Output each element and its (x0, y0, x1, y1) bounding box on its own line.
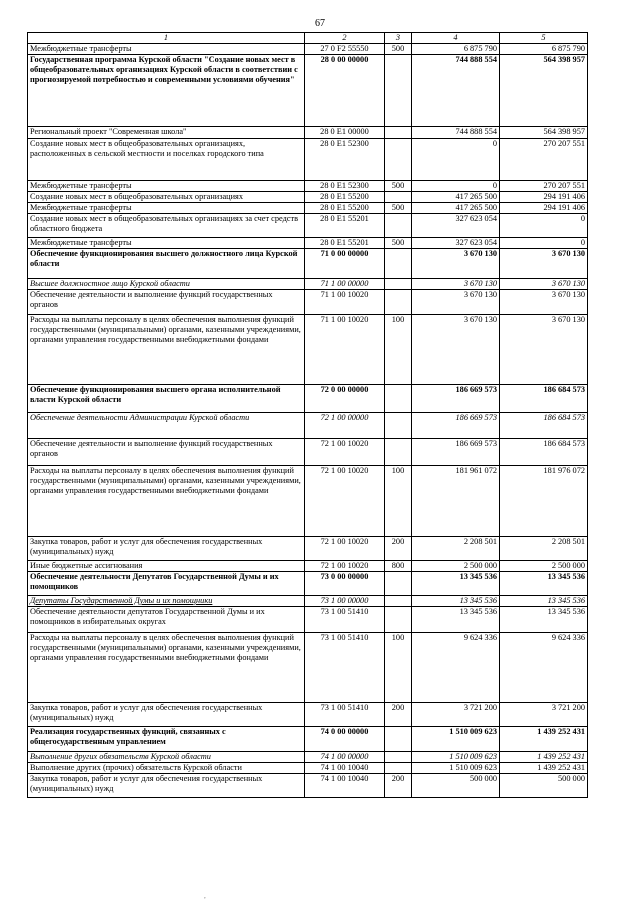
row-expense-type-cell (385, 572, 412, 596)
row-expense-type-cell: 100 (385, 466, 412, 537)
row-expense-type-cell: 100 (385, 633, 412, 703)
page-number: 67 (315, 18, 325, 29)
row-amount-2020-cell: 13 345 536 (412, 607, 500, 633)
table-row (28, 572, 588, 596)
row-amount-2021-cell: 186 684 573 (500, 385, 588, 413)
table-row (28, 385, 588, 413)
row-amount-2021-cell: 181 976 072 (500, 466, 588, 537)
row-code-cell: 74 1 00 00000 (305, 752, 385, 763)
row-amount-2020-cell: 13 345 536 (412, 596, 500, 607)
row-amount-2021-cell: 270 207 551 (500, 181, 588, 192)
row-amount-2021-cell: 1 439 252 431 (500, 727, 588, 752)
header-cell: 2 (305, 33, 385, 44)
row-amount-2021-cell: 0 (500, 238, 588, 249)
table-row (28, 727, 588, 752)
row-name-cell: Иные бюджетные ассигнования (28, 561, 305, 572)
row-code-cell: 28 0 E1 55201 (305, 214, 385, 238)
row-amount-2020-cell: 0 (412, 181, 500, 192)
table-row (28, 238, 588, 249)
row-expense-type-cell (385, 439, 412, 466)
table-row (28, 439, 588, 466)
table-row (28, 466, 588, 537)
budget-table (27, 32, 588, 798)
row-code-cell: 28 0 E1 55200 (305, 192, 385, 203)
row-expense-type-cell: 500 (385, 203, 412, 214)
row-amount-2020-cell: 186 669 573 (412, 385, 500, 413)
row-amount-2020-cell: 1 510 009 623 (412, 752, 500, 763)
table-row (28, 537, 588, 561)
row-amount-2021-cell: 3 670 130 (500, 249, 588, 279)
row-amount-2021-cell: 3 721 200 (500, 703, 588, 727)
row-name-cell: Расходы на выплаты персоналу в целях обеспечения выполнения функций государственными (муниципальными) органами, казенными учреждениями, органами управления государственными внебюджетными фондами (28, 633, 305, 703)
table-row (28, 44, 588, 55)
row-expense-type-cell (385, 763, 412, 774)
row-code-cell: 28 0 00 00000 (305, 55, 385, 127)
header-cell: 5 (500, 33, 588, 44)
row-code-cell: 73 1 00 00000 (305, 596, 385, 607)
table-row (28, 55, 588, 127)
row-amount-2021-cell: 294 191 406 (500, 203, 588, 214)
row-name-cell: Расходы на выплаты персоналу в целях обеспечения выполнения функций государственными (муниципальными) органами, казенными учреждениями, органами управления государственными внебюджетными фондами (28, 466, 305, 537)
row-amount-2020-cell: 417 265 500 (412, 192, 500, 203)
row-amount-2020-cell: 186 669 573 (412, 413, 500, 439)
row-name-cell: Обеспечение деятельности депутатов Государственной Думы и их помощников в избирательных округах (28, 607, 305, 633)
row-code-cell: 72 1 00 10020 (305, 466, 385, 537)
row-amount-2020-cell: 744 888 554 (412, 55, 500, 127)
row-name-cell: Межбюджетные трансферты (28, 181, 305, 192)
row-amount-2021-cell: 564 398 957 (500, 127, 588, 139)
table-row (28, 214, 588, 238)
row-expense-type-cell: 200 (385, 703, 412, 727)
table-row (28, 127, 588, 139)
row-amount-2021-cell: 186 684 573 (500, 439, 588, 466)
row-expense-type-cell: 500 (385, 181, 412, 192)
row-name-cell: Закупка товаров, работ и услуг для обеспечения государственных (муниципальных) нужд (28, 703, 305, 727)
table-row (28, 561, 588, 572)
table-row (28, 703, 588, 727)
row-expense-type-cell (385, 385, 412, 413)
table-row (28, 413, 588, 439)
row-amount-2021-cell: 13 345 536 (500, 572, 588, 596)
row-amount-2021-cell: 3 670 130 (500, 315, 588, 385)
row-amount-2021-cell: 3 670 130 (500, 279, 588, 290)
table-row (28, 607, 588, 633)
row-name-cell: Межбюджетные трансферты (28, 238, 305, 249)
row-amount-2020-cell: 2 208 501 (412, 537, 500, 561)
row-expense-type-cell (385, 192, 412, 203)
header-cell: 1 (28, 33, 305, 44)
row-code-cell: 72 1 00 10020 (305, 561, 385, 572)
row-expense-type-cell (385, 214, 412, 238)
table-row (28, 315, 588, 385)
row-name-cell: Межбюджетные трансферты (28, 44, 305, 55)
row-amount-2021-cell: 6 875 790 (500, 44, 588, 55)
row-amount-2020-cell: 3 670 130 (412, 279, 500, 290)
row-amount-2020-cell: 13 345 536 (412, 572, 500, 596)
row-expense-type-cell (385, 249, 412, 279)
row-name-cell: Обеспечение функционирования высшего должностного лица Курской области (28, 249, 305, 279)
header-cell: 4 (412, 33, 500, 44)
row-name-cell: Выполнение других (прочих) обязательств Курской области (28, 763, 305, 774)
row-expense-type-cell (385, 139, 412, 181)
row-name-cell: Создание новых мест в общеобразовательных организациях за счет средств областного бюджета (28, 214, 305, 238)
row-amount-2021-cell: 270 207 551 (500, 139, 588, 181)
table-row (28, 192, 588, 203)
row-amount-2021-cell: 1 439 252 431 (500, 752, 588, 763)
row-name-cell: Создание новых мест в общеобразовательных организациях, расположенных в сельской местности и поселках городского типа (28, 139, 305, 181)
table-row (28, 181, 588, 192)
row-amount-2021-cell: 1 439 252 431 (500, 763, 588, 774)
row-amount-2021-cell: 3 670 130 (500, 290, 588, 315)
row-amount-2021-cell: 2 208 501 (500, 537, 588, 561)
row-name-cell: Межбюджетные трансферты (28, 203, 305, 214)
table-row (28, 763, 588, 774)
row-expense-type-cell: 200 (385, 537, 412, 561)
row-expense-type-cell (385, 752, 412, 763)
table-row (28, 752, 588, 763)
row-amount-2020-cell: 9 624 336 (412, 633, 500, 703)
row-expense-type-cell (385, 727, 412, 752)
row-amount-2020-cell: 3 721 200 (412, 703, 500, 727)
row-code-cell: 28 0 E1 00000 (305, 127, 385, 139)
row-amount-2020-cell: 6 875 790 (412, 44, 500, 55)
row-expense-type-cell: 200 (385, 774, 412, 798)
row-name-cell: Обеспечение деятельности и выполнение функций государственных органов (28, 439, 305, 466)
row-amount-2021-cell: 9 624 336 (500, 633, 588, 703)
row-amount-2020-cell: 3 670 130 (412, 315, 500, 385)
row-code-cell: 74 1 00 10040 (305, 763, 385, 774)
row-amount-2020-cell: 744 888 554 (412, 127, 500, 139)
row-code-cell: 71 1 00 10020 (305, 315, 385, 385)
table-row (28, 139, 588, 181)
row-code-cell: 74 1 00 10040 (305, 774, 385, 798)
table-row (28, 203, 588, 214)
header-cell: 3 (385, 33, 412, 44)
row-name-cell: Региональный проект "Современная школа" (28, 127, 305, 139)
row-name-cell: Высшее должностное лицо Курской области (28, 279, 305, 290)
scan-mark: , (204, 892, 206, 900)
row-expense-type-cell (385, 607, 412, 633)
row-code-cell: 72 0 00 00000 (305, 385, 385, 413)
row-expense-type-cell: 500 (385, 238, 412, 249)
row-name-cell: Реализация государственных функций, связанных с общегосударственным управлением (28, 727, 305, 752)
row-expense-type-cell (385, 596, 412, 607)
row-code-cell: 28 0 E1 55201 (305, 238, 385, 249)
row-expense-type-cell: 100 (385, 315, 412, 385)
row-code-cell: 72 1 00 10020 (305, 537, 385, 561)
row-name-cell: Обеспечение деятельности Администрации Курской области (28, 413, 305, 439)
row-code-cell: 74 0 00 00000 (305, 727, 385, 752)
row-name-cell: Закупка товаров, работ и услуг для обеспечения государственных (муниципальных) нужд (28, 774, 305, 798)
row-amount-2021-cell: 13 345 536 (500, 596, 588, 607)
row-name-cell: Депутаты Государственной Думы и их помощники (28, 596, 305, 607)
row-expense-type-cell (385, 279, 412, 290)
row-expense-type-cell: 500 (385, 44, 412, 55)
row-amount-2021-cell: 186 684 573 (500, 413, 588, 439)
table-row (28, 249, 588, 279)
row-code-cell: 71 0 00 00000 (305, 249, 385, 279)
row-amount-2021-cell: 564 398 957 (500, 55, 588, 127)
row-code-cell: 72 1 00 10020 (305, 439, 385, 466)
row-code-cell: 73 1 00 51410 (305, 607, 385, 633)
row-expense-type-cell (385, 55, 412, 127)
row-amount-2020-cell: 3 670 130 (412, 249, 500, 279)
table-row (28, 774, 588, 798)
row-name-cell: Обеспечение деятельности и выполнение функций государственных органов (28, 290, 305, 315)
row-expense-type-cell: 800 (385, 561, 412, 572)
row-code-cell: 28 0 E1 52300 (305, 139, 385, 181)
row-name-cell: Государственная программа Курской области "Создание новых мест в общеобразовательных организациях Курской области в соответствии с прогнозируемой потребностью и современными условиями обучения" (28, 55, 305, 127)
row-name-cell: Обеспечение функционирования высшего органа исполнительной власти Курской области (28, 385, 305, 413)
row-code-cell: 73 1 00 51410 (305, 633, 385, 703)
table-header-row (28, 33, 588, 44)
row-code-cell: 27 0 F2 55550 (305, 44, 385, 55)
row-amount-2020-cell: 500 000 (412, 774, 500, 798)
table-row (28, 290, 588, 315)
row-name-cell: Выполнение других обязательств Курской области (28, 752, 305, 763)
row-amount-2020-cell: 417 265 500 (412, 203, 500, 214)
row-amount-2020-cell: 327 623 054 (412, 214, 500, 238)
row-amount-2020-cell: 1 510 009 623 (412, 763, 500, 774)
row-amount-2021-cell: 500 000 (500, 774, 588, 798)
row-amount-2021-cell: 2 500 000 (500, 561, 588, 572)
row-name-cell: Создание новых мест в общеобразовательных организациях (28, 192, 305, 203)
row-expense-type-cell (385, 290, 412, 315)
row-expense-type-cell (385, 127, 412, 139)
table-row (28, 633, 588, 703)
row-amount-2021-cell: 13 345 536 (500, 607, 588, 633)
row-amount-2020-cell: 3 670 130 (412, 290, 500, 315)
row-name-cell: Расходы на выплаты персоналу в целях обеспечения выполнения функций государственными (муниципальными) органами, казенными учреждениями, органами управления государственными внебюджетными фондами (28, 315, 305, 385)
row-amount-2021-cell: 0 (500, 214, 588, 238)
row-amount-2020-cell: 327 623 054 (412, 238, 500, 249)
row-code-cell: 72 1 00 00000 (305, 413, 385, 439)
row-amount-2020-cell: 181 961 072 (412, 466, 500, 537)
row-amount-2020-cell: 186 669 573 (412, 439, 500, 466)
table-row (28, 596, 588, 607)
row-name-cell: Закупка товаров, работ и услуг для обеспечения государственных (муниципальных) нужд (28, 537, 305, 561)
row-code-cell: 28 0 E1 55200 (305, 203, 385, 214)
row-amount-2020-cell: 0 (412, 139, 500, 181)
row-amount-2021-cell: 294 191 406 (500, 192, 588, 203)
row-name-cell: Обеспечение деятельности Депутатов Государственной Думы и их помощников (28, 572, 305, 596)
row-expense-type-cell (385, 413, 412, 439)
row-amount-2020-cell: 1 510 009 623 (412, 727, 500, 752)
table-row (28, 279, 588, 290)
row-amount-2020-cell: 2 500 000 (412, 561, 500, 572)
row-code-cell: 71 1 00 10020 (305, 290, 385, 315)
row-code-cell: 71 1 00 00000 (305, 279, 385, 290)
row-code-cell: 73 1 00 51410 (305, 703, 385, 727)
row-code-cell: 73 0 00 00000 (305, 572, 385, 596)
row-code-cell: 28 0 E1 52300 (305, 181, 385, 192)
